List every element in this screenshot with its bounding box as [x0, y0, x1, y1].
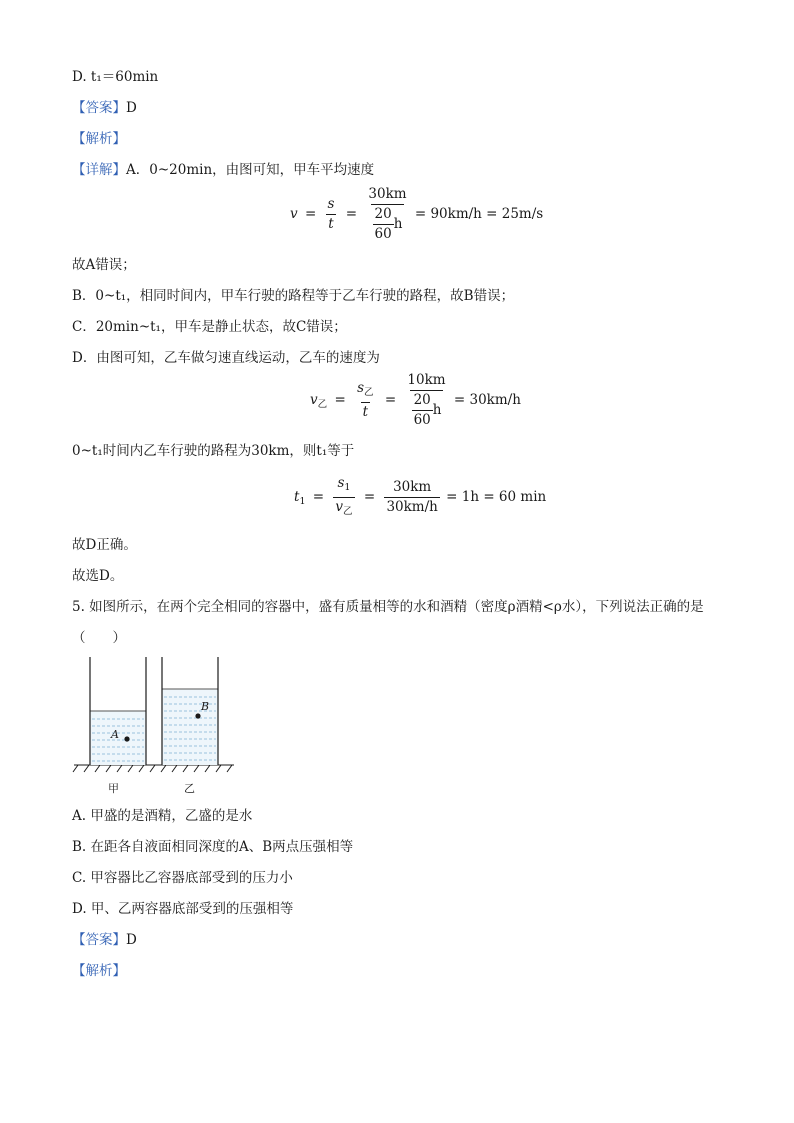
option-a: A. 甲盛的是酒精，乙盛的是水	[72, 808, 253, 824]
option-d-previous: D. t₁＝60min	[72, 69, 159, 85]
frac-num: s	[327, 196, 335, 212]
caption-right: 乙	[184, 782, 195, 795]
formula-result: = 90km/h = 25m/s	[414, 206, 544, 222]
answer-label: 【答案】	[72, 932, 126, 948]
formula-fraction	[326, 196, 337, 233]
right-liquid	[162, 689, 218, 765]
container-figure	[72, 655, 242, 795]
analysis-row-2	[72, 962, 126, 980]
b-line: B．0~t₁，相同时间内，甲车行驶的路程等于乙车行驶的路程，故B错误；	[72, 288, 515, 304]
frac-num	[355, 380, 375, 402]
answer-value: D	[126, 932, 137, 948]
question-5-stem: 5. 如图所示，在两个完全相同的容器中，盛有质量相等的水和酒精（密度ρ酒精<ρ水），下列说法正确的是	[72, 599, 704, 615]
distance-line: 0~t₁时间内乙车行驶的路程为30km，则t₁等于	[72, 443, 355, 459]
point-b-dot	[195, 713, 200, 718]
formula-result: = 30km/h	[453, 392, 521, 408]
question-5-paren: （ ）	[72, 630, 126, 646]
formula-speed-yi	[310, 372, 521, 429]
answer-label: 【答案】	[72, 100, 126, 116]
d-right-line: 故D正确。	[72, 537, 137, 553]
formula-sub: 1	[344, 482, 351, 493]
formula-var: v	[335, 499, 344, 515]
a-wrong-line: 故A错误；	[72, 257, 136, 273]
choose-d-line: 故选D。	[72, 568, 124, 584]
frac-den: t	[328, 216, 334, 232]
frac-den: t	[362, 404, 368, 420]
formula-var: s	[357, 380, 364, 396]
formula-fraction	[405, 372, 447, 429]
point-a-label: A	[111, 728, 119, 741]
formula-sub: 乙	[317, 399, 328, 410]
formula-var: v	[290, 206, 298, 222]
c-line: C．20min~t₁，甲车是静止状态，故C错误；	[72, 319, 347, 335]
unit: h	[393, 216, 403, 232]
unit: h	[432, 402, 442, 418]
frac-num: 10km	[407, 372, 446, 388]
analysis-label: 【解析】	[72, 131, 126, 147]
formula-eq: =	[312, 489, 325, 505]
formula-fraction	[333, 475, 354, 520]
frac-num: 20	[413, 392, 431, 408]
answer-row-1	[72, 99, 137, 117]
option-b: B. 在距各自液面相同深度的A、B两点压强相等	[72, 839, 354, 855]
inner-fraction	[412, 392, 433, 429]
formula-eq: =	[304, 206, 317, 222]
frac-den: 30km/h	[386, 499, 438, 515]
point-a-dot	[124, 736, 129, 741]
formula-sub: 乙	[364, 387, 374, 398]
point-b-label: B	[201, 700, 210, 713]
formula-sub: 1	[299, 496, 306, 507]
formula-average-speed	[290, 186, 543, 243]
frac-den: 60	[374, 226, 392, 242]
ground-hatching	[73, 765, 232, 772]
frac-den	[410, 390, 444, 429]
answer-row-2	[72, 931, 137, 949]
formula-eq: =	[363, 489, 376, 505]
formula-eq: =	[345, 206, 358, 222]
caption-left: 甲	[108, 782, 119, 795]
formula-sub: 乙	[343, 506, 353, 517]
formula-var: t	[294, 489, 300, 505]
frac-num: 20	[374, 206, 392, 222]
detail-intro: A．0~20min，由图可知，甲车平均速度	[126, 162, 375, 178]
formula-fraction	[384, 479, 439, 516]
analysis-row-1	[72, 130, 126, 148]
d-line: D．由图可知，乙车做匀速直线运动，乙车的速度为	[72, 350, 380, 366]
formula-fraction	[355, 380, 375, 421]
frac-den	[371, 204, 405, 243]
formula-fraction	[366, 186, 408, 243]
detail-label: 【详解】	[72, 162, 126, 178]
formula-eq: =	[384, 392, 397, 408]
frac-num	[335, 475, 352, 497]
answer-value: D	[126, 100, 137, 116]
formula-var: v	[310, 392, 318, 408]
formula-var: s	[337, 475, 345, 491]
inner-fraction	[373, 206, 394, 243]
frac-den	[333, 497, 354, 520]
frac-num: 30km	[368, 186, 407, 202]
detail-row	[72, 161, 374, 179]
frac-num: 30km	[393, 479, 432, 495]
formula-result: = 1h = 60 min	[446, 489, 547, 505]
formula-time	[294, 475, 546, 520]
option-d: D. 甲、乙两容器底部受到的压强相等	[72, 901, 294, 917]
option-c: C. 甲容器比乙容器底部受到的压力小	[72, 870, 293, 886]
analysis-label: 【解析】	[72, 963, 126, 979]
formula-eq: =	[334, 392, 346, 408]
frac-den: 60	[413, 412, 431, 428]
